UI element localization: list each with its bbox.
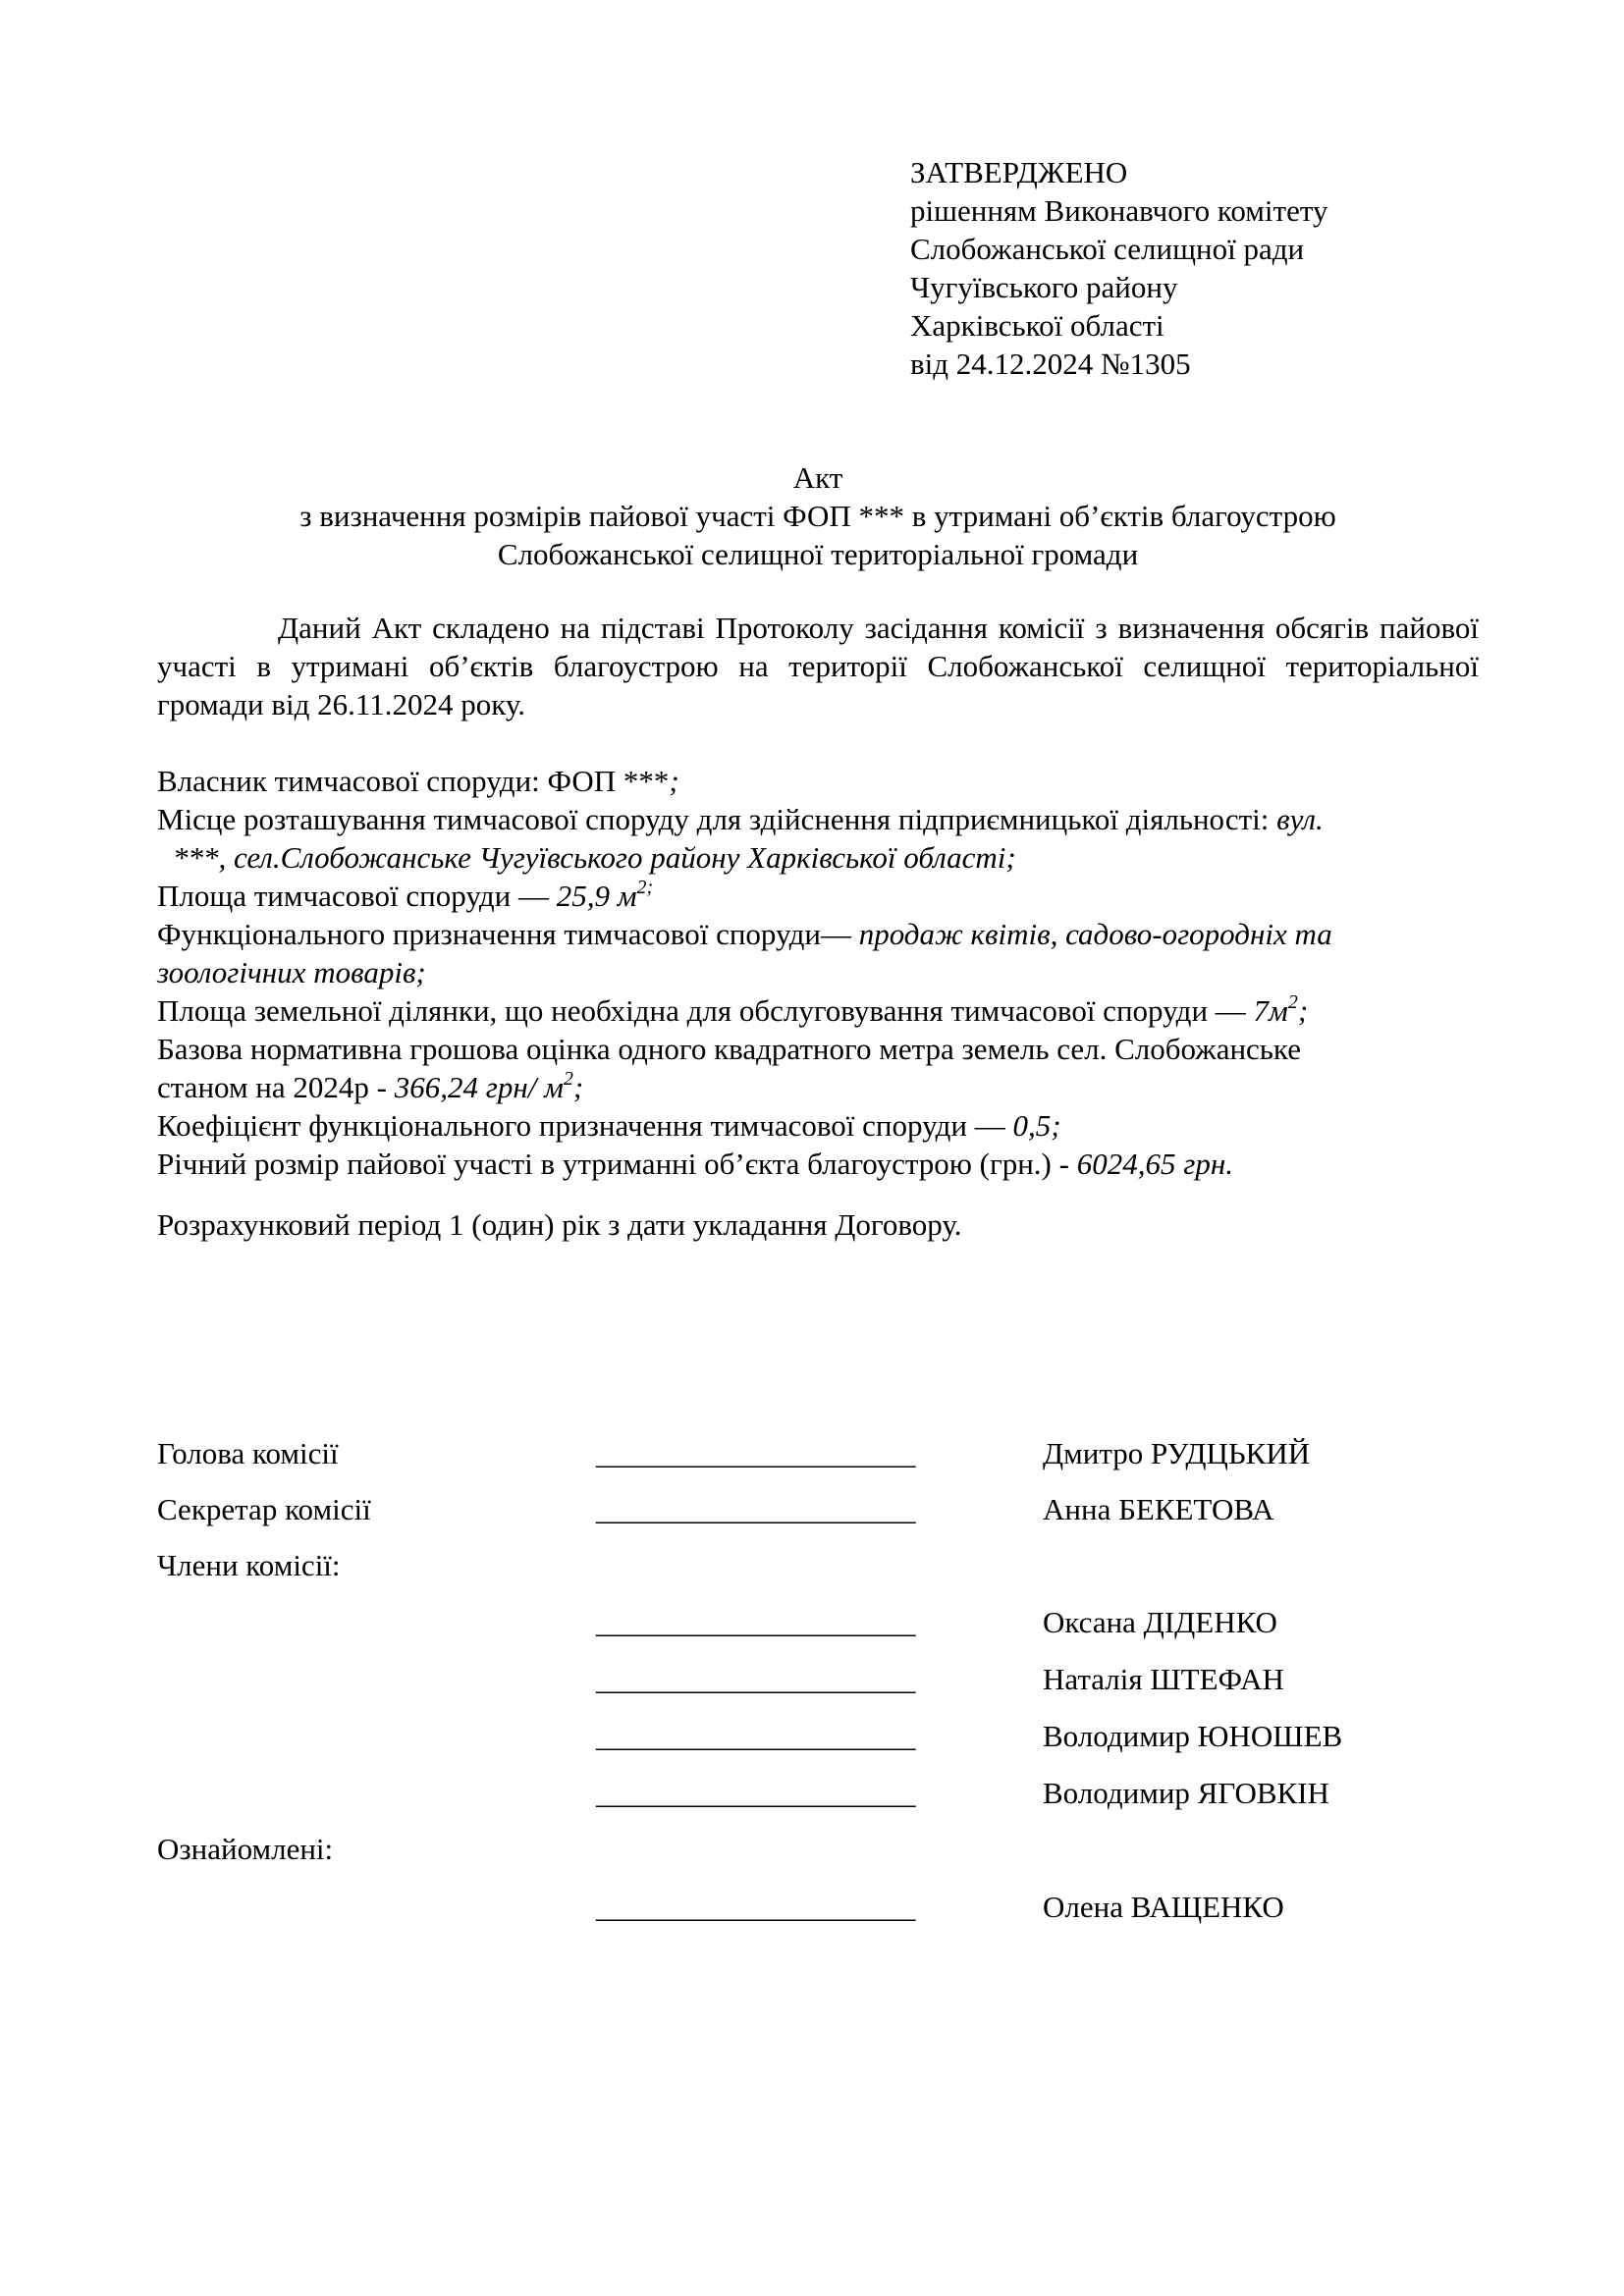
- approval-block: [910, 153, 1327, 383]
- annual-amount-label: Річний розмір пайової участі в утриманні об’єкта благоустрою (грн.) -: [157, 1147, 1077, 1181]
- coefficient-label: Коефіцієнт функціонального призначення тимчасової споруди —: [157, 1108, 1013, 1143]
- location-label: Місце розташування тимчасової споруду для здійснення підприємницької діяльності:: [157, 802, 1277, 836]
- area-value: 25,9 м: [556, 879, 637, 913]
- approval-line: Слобожанської селищної ради: [910, 232, 1305, 266]
- land-area-suffix: ;: [1297, 993, 1309, 1028]
- member-name: Наталія ШТЕФАН: [1043, 1662, 1284, 1696]
- secretary-label: Секретар комісії: [157, 1492, 371, 1526]
- land-area-sup: 2: [1287, 990, 1298, 1013]
- owner-line: [157, 762, 1479, 800]
- area-line: [157, 877, 1479, 915]
- chair-name: Дмитро РУДЦЬКИЙ: [1043, 1436, 1311, 1470]
- coefficient-value: 0,5;: [1012, 1108, 1061, 1143]
- document-subtitle-line-2: Слобожанської селищної територіальної громади: [497, 537, 1139, 571]
- chair-signature-line: _____________________: [596, 1436, 916, 1470]
- member-name: Оксана ДІДЕНКО: [1043, 1605, 1277, 1639]
- secretary-signature-line: _____________________: [596, 1492, 916, 1526]
- annual-amount-line: [157, 1145, 1479, 1183]
- area-unit-sup: 2;: [636, 876, 654, 898]
- location-value-cont: ***, сел.Слобожанське Чугуївського району Харківської області;: [173, 840, 1016, 875]
- location-line: [157, 800, 1479, 838]
- approval-line: Чугуївського району: [910, 270, 1178, 304]
- owner-suffix: ;: [669, 764, 679, 798]
- details-block: [157, 762, 1479, 1183]
- purpose-value-cont: зоологічних товарів;: [157, 955, 426, 989]
- document-title: [157, 458, 1479, 573]
- approval-line: рішенням Виконавчого комітету: [910, 193, 1328, 228]
- document-subtitle-line-1: з визначення розмірів пайової участі ФОП *** в утримані об’єктів благоустрою: [299, 499, 1336, 533]
- land-area-value: 7м: [1253, 993, 1288, 1028]
- approval-date-number: від 24.12.2024 №1305: [910, 347, 1191, 381]
- land-area-line: [157, 991, 1479, 1030]
- acquainted-name: Олена ВАЩЕНКО: [1043, 1890, 1284, 1924]
- approval-line: Харківської області: [910, 308, 1164, 343]
- secretary-name: Анна БЕКЕТОВА: [1043, 1492, 1274, 1526]
- purpose-label: Функціонального призначення тимчасової споруди—: [157, 917, 859, 951]
- base-valuation-suffix: ;: [572, 1070, 584, 1104]
- member-signature-line: _____________________: [596, 1605, 916, 1639]
- acquainted-label: Ознайомлені:: [157, 1832, 334, 1866]
- member-name: Володимир ЮНОШЕВ: [1043, 1719, 1343, 1753]
- chair-label: Голова комісії: [157, 1436, 339, 1470]
- base-valuation-line: [157, 1030, 1479, 1068]
- land-area-label: Площа земельної ділянки, що необхідна для обслуговування тимчасової споруди —: [157, 993, 1254, 1028]
- member-signature-line: _____________________: [596, 1776, 916, 1810]
- annual-amount-value: 6024,65 грн.: [1076, 1147, 1233, 1181]
- calculation-period: Розрахунковий період 1 (один) рік з дати укладання Договору.: [157, 1207, 962, 1242]
- base-valuation-label: Базова нормативна грошова оцінка одного квадратного метра земель сел. Слобожанське: [157, 1032, 1301, 1066]
- base-valuation-line-cont: [157, 1068, 1479, 1106]
- location-line-cont: [157, 838, 1479, 877]
- purpose-value: продаж квітів, садово-огородніх та: [858, 917, 1332, 951]
- member-signature-line: _____________________: [596, 1662, 916, 1696]
- coefficient-line: [157, 1106, 1479, 1145]
- member-signature-line: _____________________: [596, 1719, 916, 1753]
- member-name: Володимир ЯГОВКІН: [1043, 1776, 1329, 1810]
- intro-paragraph: Даний Акт складено на підставі Протоколу засідання комісії з визначення обсягів пайової участі в утримані об’єктів благоустрою на території Слобожанської селищної територіальної громади від 26.11.2024 року.: [157, 611, 1479, 721]
- approval-stamp-title: ЗАТВЕРДЖЕНО: [910, 155, 1128, 189]
- owner-label: Власник тимчасової споруди: ФОП ***: [157, 764, 670, 798]
- area-label: Площа тимчасової споруди —: [157, 879, 557, 913]
- base-valuation-sup: 2: [563, 1067, 573, 1090]
- base-valuation-value: 366,24 грн/ м: [394, 1070, 564, 1104]
- location-value: вул.: [1276, 802, 1324, 836]
- acquainted-signature-line: _____________________: [596, 1890, 916, 1924]
- members-label: Члени комісії:: [157, 1548, 341, 1582]
- base-valuation-label-cont: станом на 2024р -: [157, 1070, 395, 1104]
- document-heading: Акт: [792, 460, 843, 495]
- purpose-line-cont: [157, 953, 1479, 991]
- purpose-line: [157, 915, 1479, 953]
